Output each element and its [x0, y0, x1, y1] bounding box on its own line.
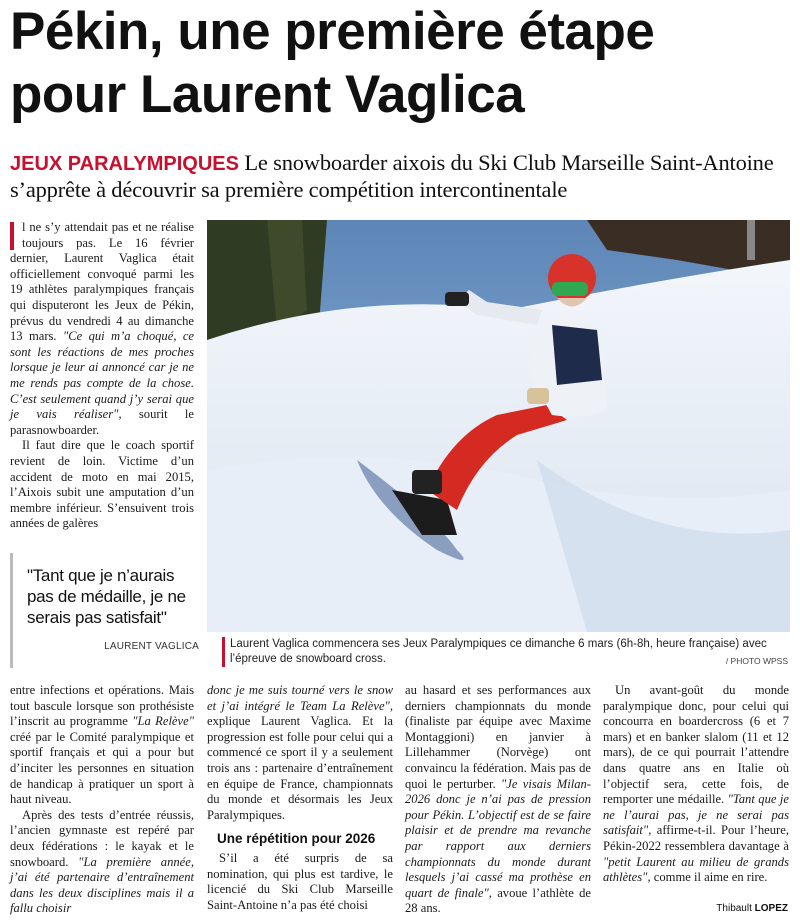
headline-line-1: Pékin, une première étape: [10, 2, 655, 61]
kicker-label: JEUX PARALYMPIQUES: [10, 153, 239, 175]
article-column-3: [405, 683, 591, 917]
paragraph: au hasard et ses performances aux derniers championnats du monde (finaliste par équipe avec Maxime Montaggioni) en janvier à Lillehammer (Norvège) ont convaincu la fédération. Mais pas de quoi le perturber. "Je visais Milan-2026 donc je n’ai pas de pression pour Pékin. L’objectif est de se faire plaisir et de prendre ma revanche par rapport aux derniers championnats du monde durant lesquels j’ai cassé ma prothèse en quart de finale", avoue l’athlète de 28 ans.: [405, 683, 591, 916]
photo-caption: Laurent Vaglica commencera ses Jeux Paralympiques ce dimanche 6 mars (6h-8h, heure française) avec l’épreuve de snowboard cross.: [230, 638, 767, 665]
caption-accent-bar: [222, 637, 225, 667]
byline: [716, 903, 788, 914]
paragraph: Un avant-goût du monde paralympique donc, pour celui qui concourra en boardercross (6 et 7 mars) et en banker slalom (11 et 12 mars), de ce qui pourrait l’attendre dans quatre ans en Italie où l’objectif sera, cette fois, de remporter une médaille. "Tant que je ne l’aurai pas, je ne serai pas satisfait", affirme-t-il. Pour l’heure, Pékin-2022 ressemblera davantage à "petit Laurent au milieu de grands athlètes", comme il aime en rire.: [603, 683, 789, 885]
snowboarder-photo: [207, 220, 790, 632]
subheading: Une répétition pour 2026: [217, 831, 376, 847]
standfirst-text: Le snowboarder aixois du Ski Club Marseille Saint-Antoine s’apprête à découvrir sa première compétition intercontinentale: [10, 150, 774, 202]
byline-last-name: LOPEZ: [754, 903, 788, 914]
drop-cap-bar: [10, 222, 14, 250]
standfirst: [10, 150, 790, 203]
byline-first-name: Thibault: [716, 903, 752, 914]
pull-quote: [10, 553, 201, 668]
headline-line-2: pour Laurent Vaglica: [10, 65, 525, 124]
pull-quote-author: LAURENT VAGLICA: [104, 641, 199, 652]
pull-quote-text: "Tant que je n’aurais pas de médaille, je ne serais pas satisfait": [27, 566, 186, 627]
paragraph: S’il a été surpris de sa nomination, qui plus est tardive, le licencié du Ski Club Marseille Saint-Antoine n’a pas été choisi: [207, 850, 393, 912]
article-column-4: [603, 683, 789, 886]
photo-illustration: [207, 220, 790, 632]
paragraph: entre infections et opérations. Mais tout bascule lorsque son prothésiste l’inscrit au programme "La Relève" créé par le Comité paralympique et sportif français et qui a pour but d’inciter les personnes en situation de handicap à pratiquer un sport à haut niveau.: [10, 683, 194, 807]
article-column-2: [207, 683, 393, 913]
article-column-1-bottom: [10, 683, 194, 917]
article-column-1-top: [10, 220, 194, 532]
headline: [10, 0, 790, 126]
paragraph: donc je me suis tourné vers le snow et j’ai intégré le Team La Relève", explique Laurent Vaglica. Et la progression est folle pour celui qui a commencé ce sport il y a seulement trois ans : partenaire d’entraînement en équipe de France, championnats du monde et désormais les Jeux Paralympiques.: [207, 683, 393, 822]
photo-credit: / PHOTO WPSS: [725, 656, 788, 666]
paragraph: Il faut dire que le coach sportif revient de loin. Victime d’un accident de moto en mai 2015, l’Aixois subit une amputation d’un membre inférieur. S’ensuivent trois années de galères: [10, 438, 194, 531]
paragraph: l ne s’y attendait pas et ne réalise toujours pas. Le 16 février dernier, Laurent Vaglica était officiellement convoqué parmi les 19 athlètes paralympiques français qui disputeront les Jeux de Pékin, prévus du vendredi 4 au dimanche 13 mars. "Ce qui m’a choqué, ce sont les réactions de mes proches lorsque je leur ai annoncé car je ne me rends pas compte de la chose. C’est seulement quand j’y serai que je vais réaliser", sourit le parasnowboarder.: [10, 220, 194, 437]
paragraph: Après des tests d’entrée réussis, l’ancien gymnaste est repéré par deux fédérations : le kayak et le snowboard. "La première année, j’ai été partenaire d’entraînement dans les deux disciplines mais il a fallu choisir: [10, 807, 195, 916]
